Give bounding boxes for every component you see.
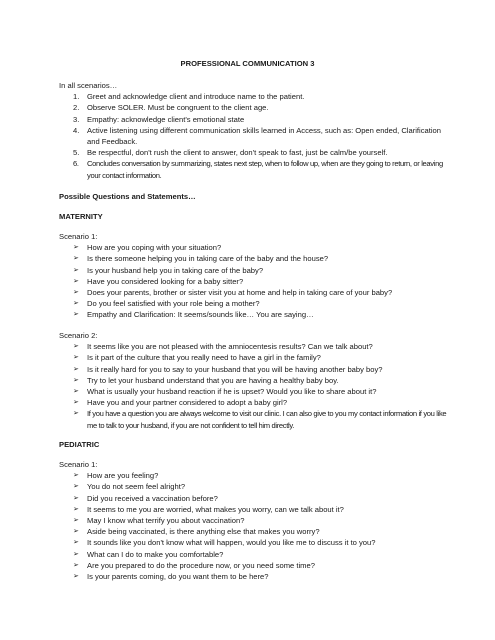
maternity-heading: MATERNITY: [59, 212, 103, 221]
step-number: 1.: [73, 92, 80, 102]
arrow-bullet-icon: ➢: [73, 494, 79, 502]
arrow-bullet-icon: ➢: [73, 255, 79, 263]
bullet-text: You do not seem feel alright?: [87, 482, 186, 492]
arrow-bullet-icon: ➢: [73, 376, 79, 384]
step-item: [59, 91, 455, 102]
arrow-bullet-icon: ➢: [73, 505, 79, 513]
arrow-bullet-icon: ➢: [73, 517, 79, 525]
bullet-text: Is there someone helping you in taking care of the baby and the house?: [87, 254, 329, 264]
intro-section: [59, 80, 455, 181]
bullet-item: [59, 408, 455, 430]
bullet-item: [59, 481, 455, 492]
arrow-bullet-icon: ➢: [73, 354, 79, 362]
bullet-item: [59, 549, 455, 560]
bullet-text: How are you feeling?: [87, 471, 159, 481]
step-item: [59, 114, 455, 125]
arrow-bullet-icon: ➢: [73, 311, 79, 319]
bullet-item: [59, 493, 455, 504]
step-text: Greet and acknowledge client and introduce name to the patient.: [87, 92, 305, 102]
bullet-text: Aside being vaccinated, is there anything else that makes you worry?: [87, 527, 320, 537]
pediatric-s1-list: [59, 470, 455, 582]
bullet-text: Is your husband help you in taking care of the baby?: [87, 265, 264, 275]
bullet-text: It seems to me you are worried, what makes you worry, can we talk about it?: [87, 504, 344, 514]
bullet-text: What can I do to make you comfortable?: [87, 549, 224, 559]
bullet-item: [59, 298, 455, 309]
bullet-item: [59, 526, 455, 537]
intro-text: In all scenarios…: [59, 81, 118, 90]
arrow-bullet-icon: ➢: [73, 528, 79, 536]
step-number: 5.: [73, 148, 80, 158]
scenario-label: Scenario 1:: [59, 232, 98, 241]
arrow-bullet-icon: ➢: [73, 483, 79, 491]
bullet-text: How are you coping with your situation?: [87, 243, 222, 253]
pediatric-section: [59, 439, 455, 450]
step-number: 3.: [73, 114, 80, 124]
arrow-bullet-icon: ➢: [73, 561, 79, 569]
arrow-bullet-icon: ➢: [73, 244, 79, 252]
step-text: Active listening using different communication skills learned in Access, such as: Open ended, Clarification and Feedback.: [87, 125, 441, 147]
step-item: [59, 125, 455, 147]
maternity-scenario-1: [59, 231, 455, 321]
scenario-label: Scenario 2:: [59, 331, 98, 340]
bullet-text: May I know what terrify you about vaccination?: [87, 516, 245, 526]
bullet-item: [59, 386, 455, 397]
bullet-item: [59, 352, 455, 363]
arrow-bullet-icon: ➢: [73, 343, 79, 351]
bullet-text: Is it really hard for you to say to your husband that you will be having another baby boy?: [87, 364, 383, 374]
bullet-item: [59, 253, 455, 264]
bullet-item: [59, 309, 455, 320]
arrow-bullet-icon: ➢: [73, 365, 79, 373]
bullet-text: Does your parents, brother or sister visit you at home and help in taking care of your baby?: [87, 288, 393, 298]
arrow-bullet-icon: ➢: [73, 277, 79, 285]
bullet-text: What is usually your husband reaction if he is upset? Would you like to share about it?: [87, 387, 377, 397]
bullet-text: It seems like you are not pleased with the amniocentesis results? Can we talk about?: [87, 342, 373, 352]
bullet-item: [59, 287, 455, 298]
step-number: 4.: [73, 125, 80, 135]
maternity-s1-list: [59, 242, 455, 320]
arrow-bullet-icon: ➢: [73, 289, 79, 297]
bullet-item: [59, 364, 455, 375]
step-item: [59, 102, 455, 113]
arrow-bullet-icon: ➢: [73, 410, 79, 418]
possible-questions-heading: Possible Questions and Statements…: [59, 192, 196, 201]
bullet-item: [59, 470, 455, 481]
bullet-item: [59, 397, 455, 408]
arrow-bullet-icon: ➢: [73, 539, 79, 547]
bullet-text: It sounds like you don't know what will happen, would you like me to discuss it to you?: [87, 538, 376, 548]
bullet-text: Have you and your partner considered to adopt a baby girl?: [87, 398, 288, 408]
maternity-section: [59, 211, 455, 222]
step-item: [59, 158, 455, 180]
arrow-bullet-icon: ➢: [73, 573, 79, 581]
scenario-label: Scenario 1:: [59, 460, 98, 469]
bullet-text: Try to let your husband understand that you are having a healthy baby boy.: [87, 375, 339, 385]
bullet-item: [59, 515, 455, 526]
step-text: Concludes conversation by summarizing, states next step, when to follow up, when are they going to return, or leaving your contact information.: [87, 159, 443, 180]
pediatric-scenario-1: [59, 459, 455, 582]
bullet-item: [59, 276, 455, 287]
arrow-bullet-icon: ➢: [73, 550, 79, 558]
bullet-text: Did you received a vaccination before?: [87, 493, 218, 503]
pediatric-heading: PEDIATRIC: [59, 440, 100, 449]
bullet-item: [59, 242, 455, 253]
bullet-item: [59, 504, 455, 515]
steps-list: [59, 91, 455, 181]
arrow-bullet-icon: ➢: [73, 399, 79, 407]
arrow-bullet-icon: ➢: [73, 388, 79, 396]
arrow-bullet-icon: ➢: [73, 472, 79, 480]
step-text: Be respectful, don't rush the client to answer, don't speak to fast, just be calm/be yourself.: [87, 148, 388, 158]
bullet-text: Have you considered looking for a baby sitter?: [87, 276, 244, 286]
bullet-item: [59, 265, 455, 276]
bullet-text: Are you prepared to do the procedure now, or you need some time?: [87, 560, 315, 570]
bullet-item: [59, 375, 455, 386]
step-number: 2.: [73, 103, 80, 113]
bullet-text: Is your parents coming, do you want them to be here?: [87, 572, 269, 582]
step-item: [59, 147, 455, 158]
arrow-bullet-icon: ➢: [73, 266, 79, 274]
bullet-text: Empathy and Clarification: It seems/sounds like… You are saying…: [87, 310, 314, 320]
step-number: 6.: [73, 159, 79, 169]
step-text: Empathy: acknowledge client's emotional state: [87, 114, 245, 124]
bullet-text: If you have a question you are always welcome to visit our clinic. I can also give to you my contact information if you like me to talk to your husband, if you are not confident to tell him directly.: [87, 409, 447, 430]
arrow-bullet-icon: ➢: [73, 300, 79, 308]
bullet-item: [59, 560, 455, 571]
maternity-s2-list: [59, 341, 455, 431]
bullet-item: [59, 571, 455, 582]
maternity-scenario-2: [59, 330, 455, 431]
bullet-text: Do you feel satisfied with your role being a mother?: [87, 299, 260, 309]
page-title: PROFESSIONAL COMMUNICATION 3: [180, 59, 315, 68]
bullet-text: Is it part of the culture that you really need to have a girl in the family?: [87, 353, 321, 363]
bullet-item: [59, 537, 455, 548]
step-text: Observe SOLER. Must be congruent to the client age.: [87, 103, 269, 113]
bullet-item: [59, 341, 455, 352]
